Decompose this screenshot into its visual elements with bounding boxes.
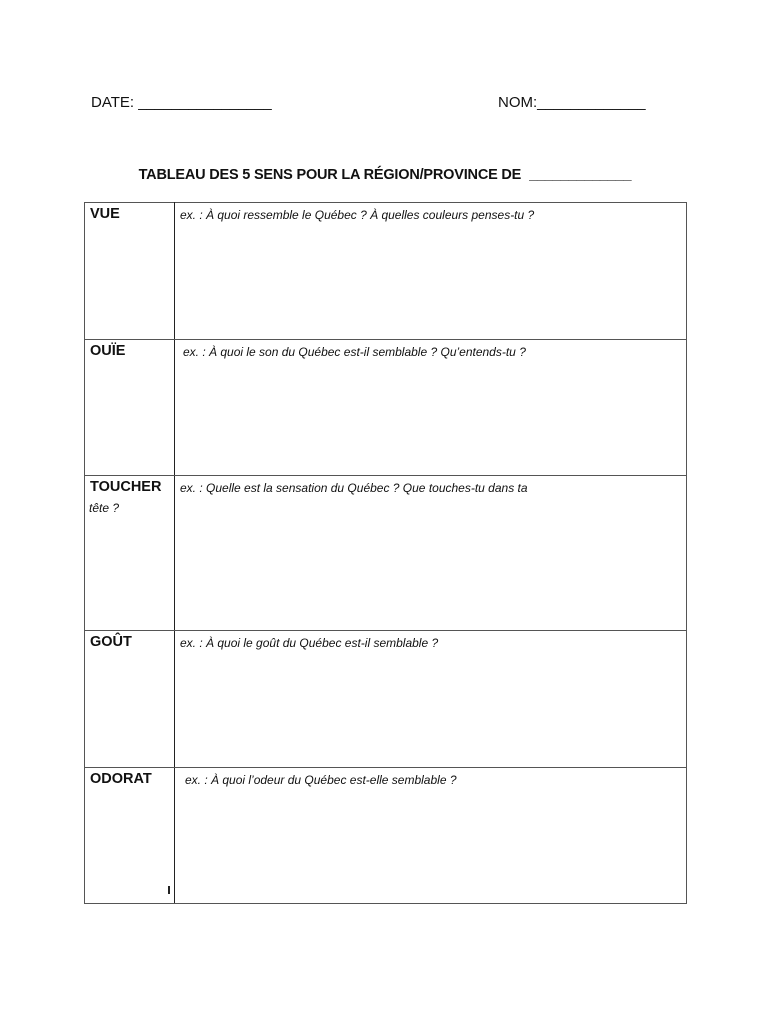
date-field[interactable]: DATE: ________________ (91, 94, 272, 111)
table-row (85, 768, 687, 904)
sense-answer-cell[interactable] (175, 340, 687, 476)
sense-label-vue: VUE (90, 206, 120, 222)
name-field[interactable]: NOM:_____________ (498, 94, 646, 111)
sense-label-cell (85, 340, 175, 476)
sense-label-gout: GOÛT (90, 634, 132, 650)
sense-answer-cell[interactable] (175, 631, 687, 768)
sense-label-cell (85, 476, 175, 631)
sense-prompt: ex. : Quelle est la sensation du Québec ? Que touches-tu dans ta (180, 481, 528, 495)
title-text: TABLEAU DES 5 SENS POUR LA RÉGION/PROVINCE DE (138, 167, 522, 183)
sense-label-cell (85, 768, 175, 904)
sense-prompt-overflow: tête ? (89, 501, 120, 515)
sense-answer-cell[interactable] (175, 203, 687, 340)
sense-prompt: ex. : À quoi l’odeur du Québec est-elle semblable ? (185, 773, 457, 787)
table-row (85, 203, 687, 340)
page-title (0, 167, 770, 183)
senses-table (84, 202, 687, 904)
sense-label-cell (85, 203, 175, 340)
region-blank-field[interactable]: _____________ (529, 167, 632, 183)
sense-answer-cell[interactable] (175, 476, 687, 631)
sense-label-cell (85, 631, 175, 768)
sense-label-toucher: TOUCHER (90, 479, 162, 495)
table-row (85, 631, 687, 768)
table-row (85, 476, 687, 631)
sense-prompt: ex. : À quoi le son du Québec est-il semblable ? Qu’entends-tu ? (183, 345, 526, 359)
table-row (85, 340, 687, 476)
sense-prompt: ex. : À quoi le goût du Québec est-il semblable ? (180, 636, 439, 650)
column-divider-tail (168, 886, 170, 894)
sense-answer-cell[interactable] (175, 768, 687, 904)
sense-label-odorat: ODORAT (90, 771, 152, 787)
sense-label-ouie: OUÏE (90, 343, 126, 359)
sense-prompt: ex. : À quoi ressemble le Québec ? À quelles couleurs penses-tu ? (180, 208, 535, 222)
